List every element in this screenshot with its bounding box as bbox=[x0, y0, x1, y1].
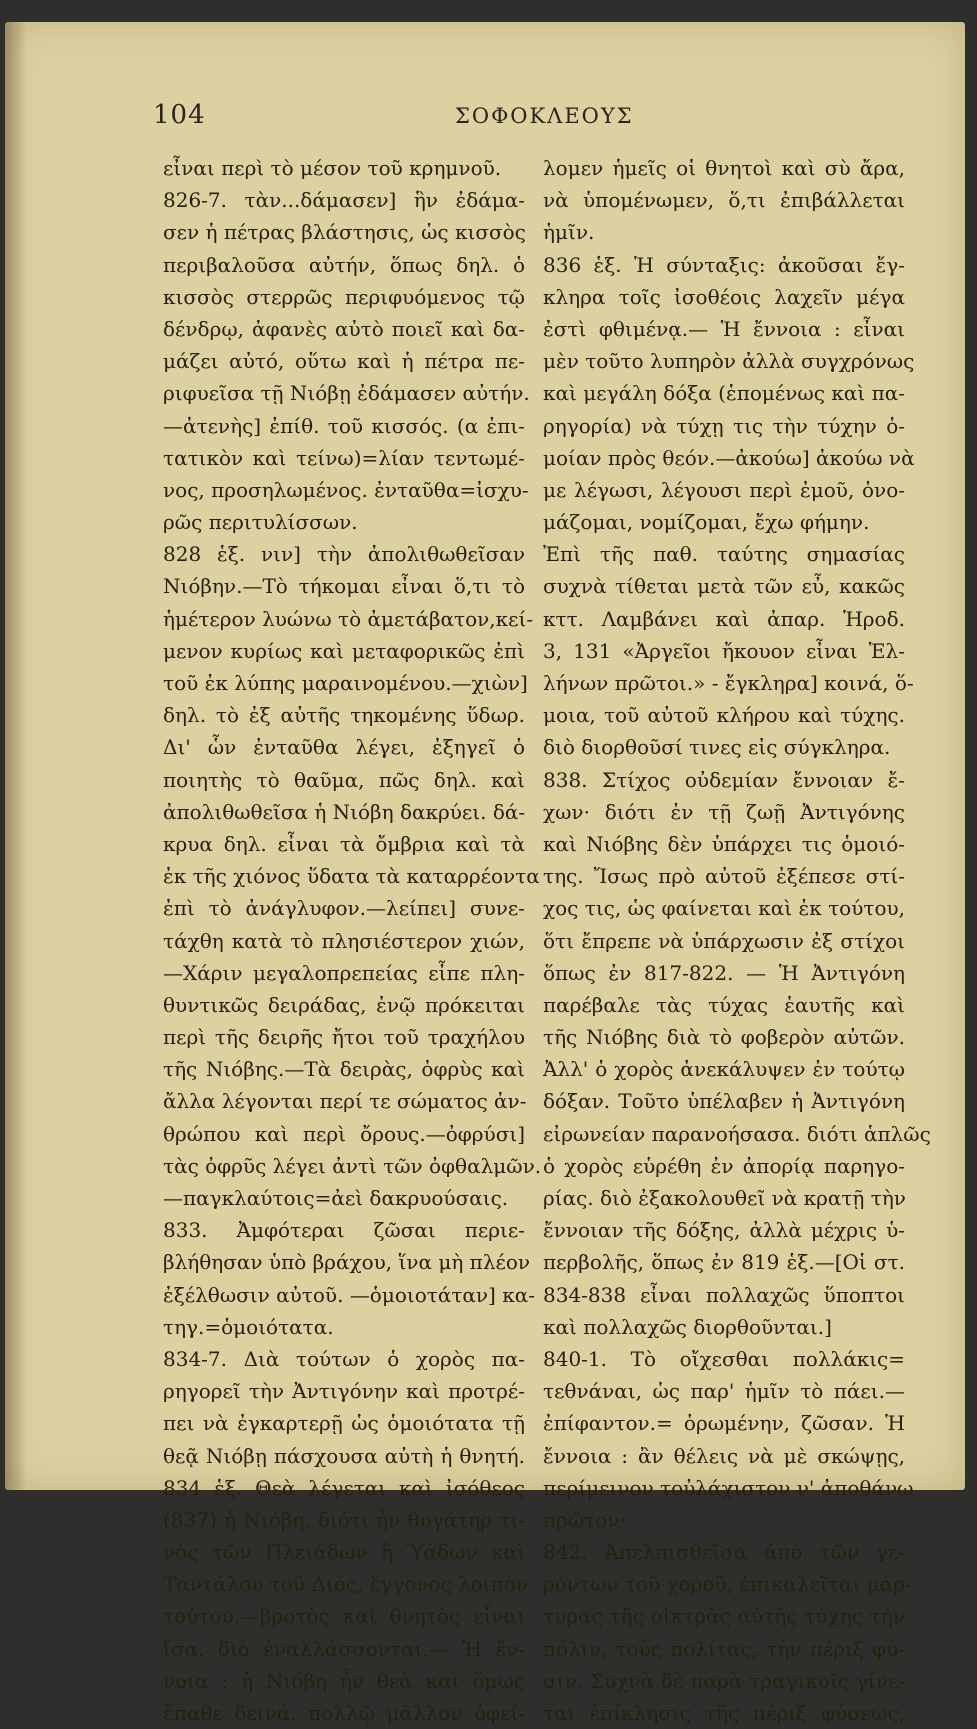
text-line: δόξαν. Τοῦτο ὑπέλαβεν ἡ Ἀντιγόνη bbox=[543, 1089, 905, 1114]
text-line: 840-1. Τὸ οἴχεσθαι πολλάκις= bbox=[543, 1346, 905, 1371]
text-line: 842. Ἀπελπισθεῖσα ἀπὸ τῶν γε- bbox=[543, 1540, 905, 1565]
left-column bbox=[163, 152, 542, 1729]
text-line: ἐστὶ φθιμένᾳ.— Ἡ ἔννοια : εἶναι bbox=[543, 316, 905, 341]
text-line: θυντικῶς δειράδας, ἐνῷ πρόκειται bbox=[163, 992, 525, 1017]
text-line: ἔννοια : ἂν θέλεις νὰ μὲ σκώψῃς, bbox=[543, 1443, 905, 1468]
text-line: 833. Ἀμφότεραι ζῶσαι περιε- bbox=[163, 1218, 525, 1243]
text-line: εἶναι περὶ τὸ μέσον τοῦ κρημνοῦ. bbox=[163, 156, 502, 180]
text-line: ἐκ τῆς χιόνος ὕδατα τὰ καταρρέοντα bbox=[163, 864, 540, 889]
text-line: τούτου.—βροτὸς καὶ θνητὸς εἶναι bbox=[163, 1604, 525, 1629]
text-line: πει νὰ ἐγκαρτερῇ ὡς ὁμοιότατα τῇ bbox=[163, 1411, 525, 1436]
text-line: με λέγωσι, λέγουσι περὶ ἐμοῦ, ὀνο- bbox=[543, 477, 905, 502]
text-line: ἀπολιθωθεῖσα ἡ Νιόβη δακρύει. δά- bbox=[163, 799, 526, 824]
text-line: ἄλλα λέγονται περί τε σώματος ἀν- bbox=[163, 1089, 527, 1114]
text-line: νὸς τῶν Πλειάδων ἢ Ὑάδων καὶ bbox=[163, 1540, 525, 1565]
text-line: μενον κυρίως καὶ μεταφορικῶς ἐπὶ bbox=[163, 638, 525, 663]
text-line: πρῶτον· bbox=[543, 1507, 626, 1532]
text-line: ριφυεῖσα τῇ Νιόβῃ ἐδάμασεν αὐτήν. bbox=[163, 381, 530, 406]
text-line: τοῦ ἐκ λύπης μαραινομένου.—χιὼν] bbox=[163, 671, 528, 695]
text-line: ὅπως ἐν 817-822. — Ἡ Ἀντιγόνη bbox=[543, 960, 905, 985]
page-number: 104 bbox=[153, 100, 206, 130]
running-head: ΣΟΦΟΚΛΕΟΥΣ bbox=[455, 104, 634, 128]
page-spine-shadow bbox=[5, 22, 27, 1490]
text-line: —Χάριν μεγαλοπρεπείας εἶπε πλη- bbox=[163, 960, 525, 985]
text-line: χων· διότι ἐν τῇ ζωῇ Ἀντιγόνης bbox=[543, 799, 905, 824]
text-line: μάζομαι, νομίζομαι, ἔχω φήμην. bbox=[543, 510, 870, 535]
text-line: μάζει αὐτό, οὕτω καὶ ἡ πέτρα πε- bbox=[163, 349, 525, 374]
text-line: παρέβαλε τὰς τύχας ἑαυτῆς καὶ bbox=[543, 992, 905, 1017]
text-line: θεᾷ Νιόβῃ πάσχουσα αὐτὴ ἡ θνητή. bbox=[163, 1443, 525, 1468]
text-line: σεν ἡ πέτρας βλάστησις, ὡς κισσὸς bbox=[163, 220, 526, 245]
text-line: τάχθη κατὰ τὸ πλησιέστερον χιών, bbox=[163, 928, 525, 953]
text-line: 828 ἑξ. νιν] τὴν ἀπολιθωθεῖσαν bbox=[163, 542, 525, 567]
text-line: Ἐπὶ τῆς παθ. ταύτης σημασίας bbox=[543, 542, 905, 567]
text-line: κισσὸς στερρῶς περιφυόμενος τῷ bbox=[163, 284, 525, 309]
text-line: δένδρῳ, ἀφανὲς αὐτὸ ποιεῖ καὶ δα- bbox=[163, 316, 525, 341]
text-line: ποιητὴς τὸ θαῦμα, πῶς δηλ. καὶ bbox=[163, 767, 525, 792]
text-line: ἔννοιαν τῆς δόξης, ἀλλὰ μέχρις ὑ- bbox=[543, 1218, 905, 1243]
text-line: πόλιν, τοὺς πολίτας, τὴν πέριξ φύ- bbox=[543, 1636, 905, 1661]
text-line: δηλ. τὸ ἐξ αὐτῆς τηκομένης ὕδωρ. bbox=[163, 703, 525, 728]
text-line: σιν. Συχνὰ δὲ παρὰ τραγικοῖς γίνε- bbox=[543, 1668, 905, 1693]
text-line: περίμεινον τοὐλάχιστον ν' ἀποθάνω bbox=[543, 1475, 914, 1500]
text-line: ται ἐπίκλησις τῆς πέριξ φύσεως, bbox=[543, 1701, 905, 1725]
text-line: της. Ἴσως πρὸ αὐτοῦ ἐξέπεσε στί- bbox=[543, 864, 905, 889]
text-line: 834 ἑξ. Θεὰ λέγεται καὶ ἰσόθεος bbox=[163, 1475, 525, 1500]
text-line: τὰς ὀφρῦς λέγει ἀντὶ τῶν ὀφθαλμῶν. bbox=[163, 1153, 542, 1178]
text-line: τηγ.=ὁμοιότατα. bbox=[163, 1314, 334, 1339]
text-line: περὶ τῆς δειρῆς ἤτοι τοῦ τραχήλου bbox=[163, 1025, 525, 1050]
right-column bbox=[543, 152, 931, 1729]
book-page bbox=[5, 22, 965, 1725]
text-line: περβολῆς, ὅπως ἐν 819 ἑξ.—[Οἱ στ. bbox=[543, 1250, 905, 1275]
text-line: 826-7. τὰν...δάμασεν] ἣν ἐδάμα- bbox=[163, 188, 525, 213]
text-line: ὅτι ἔπρεπε νὰ ὑπάρχωσιν ἐξ στίχοι bbox=[543, 928, 905, 953]
text-line: μοίαν πρὸς θεόν.—ἀκούω] ἀκούω νὰ bbox=[543, 445, 915, 470]
text-line: 834-7. Διὰ τούτων ὁ χορὸς πα- bbox=[163, 1346, 525, 1371]
text-line: —παγκλαύτοις=ἀεὶ δακρυούσαις. bbox=[163, 1186, 509, 1210]
text-line: ἴσα. διὸ ἐναλλάσσονται.— Ἡ ἔν- bbox=[163, 1636, 525, 1661]
text-line: ἡμέτερον λυώνω τὸ ἀμετάβατον,κεί- bbox=[163, 606, 534, 631]
text-line: 836 ἑξ. Ἡ σύνταξις: ἀκοῦσαι ἔγ- bbox=[543, 252, 905, 277]
text-line: καὶ Νιόβης δὲν ὑπάρχει τις ὁμοιό- bbox=[543, 831, 905, 856]
text-line: νος, προσηλωμένος. ἐνταῦθα=ἰσχυ- bbox=[163, 477, 529, 502]
text-line: μοια, τοῦ αὐτοῦ κλήρου καὶ τύχης. bbox=[543, 703, 905, 728]
text-line: περιβαλοῦσα αὐτήν, ὅπως δηλ. ὁ bbox=[163, 252, 525, 277]
text-line: τεθνάναι, ὡς παρ' ἡμῖν τὸ πάει.— bbox=[543, 1379, 905, 1404]
text-line: ἔπαθε δεινά. πολλῷ μᾶλλον ὀφεί- bbox=[163, 1701, 525, 1725]
text-line: 3, 131 «Ἀργεῖοι ἤκουον εἶναι Ἑλ- bbox=[543, 638, 905, 663]
text-line: κρυα δηλ. εἶναι τὰ ὄμβρια καὶ τὰ bbox=[163, 831, 525, 856]
text-line: κττ. Λαμβάνει καὶ ἀπαρ. Ἡροδ. bbox=[543, 606, 905, 631]
text-line: τῆς Νιόβης.—Τὰ δειρὰς, ὀφρὺς καὶ bbox=[163, 1057, 525, 1082]
text-line: 834-838 εἶναι πολλαχῶς ὕποπτοι bbox=[543, 1282, 905, 1307]
text-line: (837) ἡ Νιόβη, διότι ἦν θυγάτηρ τι- bbox=[163, 1507, 525, 1532]
text-line: ρόντων τοῦ χοροῦ, ἐπικαλεῖται μάρ- bbox=[543, 1572, 912, 1597]
text-line: συχνὰ τίθεται μετὰ τῶν εὖ, κακῶς bbox=[543, 574, 905, 599]
text-line: Ἀλλ' ὁ χορὸς ἀνεκάλυψεν ἐν τούτῳ bbox=[543, 1057, 905, 1082]
text-line: εἰρωνείαν παρανοήσασα. διότι ἁπλῶς bbox=[543, 1121, 931, 1146]
text-line: ρηγορία) νὰ τύχῃ τις τὴν τύχην ὁ- bbox=[543, 413, 905, 438]
text-line: νοια : ἡ Νιόβη ἦν θεὰ καὶ ὅμως bbox=[163, 1668, 525, 1693]
text-line: τυρας τῆς οἰκτρᾶς αὐτῆς τύχης τὴν bbox=[543, 1604, 905, 1629]
text-line: μὲν τοῦτο λυπηρὸν ἀλλὰ συγχρόνως bbox=[543, 349, 915, 374]
text-line: νὰ ὑπομένωμεν, ὅ,τι ἐπιβάλλεται bbox=[543, 188, 905, 213]
text-line: Δι' ὧν ἐνταῦθα λέγει, ἐξηγεῖ ὁ bbox=[163, 735, 525, 760]
text-line: ἐξέλθωσιν αὐτοῦ. —ὁμοιοτάταν] κα- bbox=[163, 1282, 535, 1307]
text-line: λήνων πρῶτοι.» - ἔγκληρα] κοινά, ὅ- bbox=[543, 671, 914, 695]
text-line: ρίας. διὸ ἐξακολουθεῖ νὰ κρατῇ τὴν bbox=[543, 1186, 906, 1210]
text-line: —ἀτενὴς] ἐπίθ. τοῦ κισσός. (α ἐπι- bbox=[163, 413, 525, 438]
text-line: Νιόβην.—Τὸ τήκομαι εἶναι ὅ,τι τὸ bbox=[163, 574, 525, 599]
text-line: λομεν ἡμεῖς οἱ θνητοὶ καὶ σὺ ἄρα, bbox=[543, 156, 905, 180]
text-line: τῆς Νιόβης διὰ τὸ φοβερὸν αὐτῶν. bbox=[543, 1025, 905, 1050]
text-line: τατικὸν καὶ τείνω)=λίαν τεντωμέ- bbox=[163, 445, 525, 470]
text-line: ἐπίφαντον.= ὁρωμένην, ζῶσαν. Ἡ bbox=[543, 1411, 905, 1436]
text-line: 838. Στίχος οὐδεμίαν ἔννοιαν ἔ- bbox=[543, 767, 905, 792]
text-line: χος τις, ὡς φαίνεται καὶ ἐκ τούτου, bbox=[543, 896, 905, 921]
text-line: ὁ χορὸς εὑρέθη ἐν ἀπορίᾳ παρηγο- bbox=[543, 1153, 905, 1178]
text-line: Ταντάλου τοῦ Διός, ἔγγονος λοιπὸν bbox=[163, 1572, 529, 1597]
text-line: ρῶς περιτυλίσσων. bbox=[163, 510, 358, 535]
page-header bbox=[5, 100, 965, 140]
text-line: βλήθησαν ὑπὸ βράχου, ἵνα μὴ πλέον bbox=[163, 1250, 531, 1275]
text-line: θρώπου καὶ περὶ ὄρους.—ὀφρύσι] bbox=[163, 1121, 525, 1146]
text-line: κληρα τοῖς ἰσοθέοις λαχεῖν μέγα bbox=[543, 284, 905, 309]
text-line: ἐπὶ τὸ ἀνάγλυφον.—λείπει] συνε- bbox=[163, 896, 525, 921]
text-line: ἡμῖν. bbox=[543, 220, 595, 245]
text-line: διὸ διορθοῦσί τινες εἰς σύγκληρα. bbox=[543, 735, 891, 760]
text-line: καὶ μεγάλη δόξα (ἑπομένως καὶ πα- bbox=[543, 381, 905, 406]
text-line: ρηγορεῖ τὴν Ἀντιγόνην καὶ προτρέ- bbox=[163, 1379, 525, 1404]
text-line: καὶ πολλαχῶς διορθοῦνται.] bbox=[543, 1314, 832, 1339]
